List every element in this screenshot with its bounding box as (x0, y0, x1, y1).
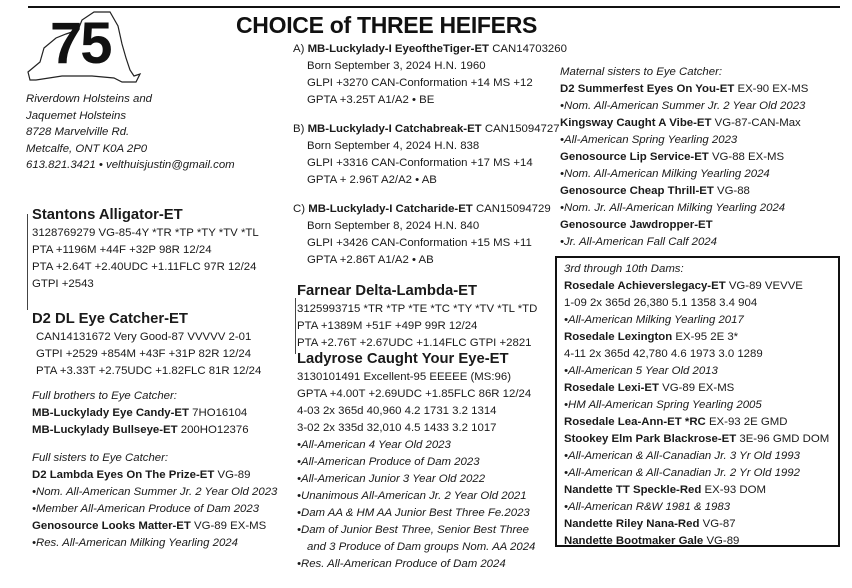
sibling-note: VG-89 EX-MS (194, 520, 267, 532)
ancestor-note: VG-89 EX-MS (662, 382, 735, 394)
choice-line: Born September 3, 2024 H.N. 1960 (307, 60, 486, 72)
sibling-note: VG-88 EX-MS (711, 151, 785, 163)
award-line: •All-American Spring Yearling 2023 (560, 134, 738, 146)
consignor-line: Metcalfe, ONT K0A 2P0 (26, 142, 148, 155)
award-line: •All-American Milking Yearling 2017 (564, 314, 744, 326)
granddam-record: 4-03 2x 365d 40,960 4.2 1731 3.2 1314 (297, 405, 497, 417)
award-line: •Res. All-American Produce of Dam 2024 (297, 558, 506, 570)
consignor-block (26, 91, 235, 174)
award-line: •Nom. All-American Milking Yearling 2024 (560, 168, 770, 180)
award-line: •Dam AA & HM AA Junior Best Three Fe.2023 (297, 507, 530, 519)
sibling-name: Genosource Jawdropper-ET (560, 219, 713, 231)
granddam-record: 3-02 2x 335d 32,010 4.5 1433 3.2 1017 (297, 422, 497, 434)
award-line: •All-American Produce of Dam 2023 (297, 456, 480, 468)
ancestor-note: VG-89 VEVVE (728, 280, 803, 292)
section-heading: Maternal sisters to Eye Catcher: (560, 66, 723, 78)
granddam-line: GPTA +4.00T +2.69UDC +1.85FLC 86R 12/24 (297, 388, 532, 400)
award-line: •Res. All-American Milking Yearling 2024 (32, 537, 238, 549)
award-line: •Nom. Jr. All-American Milking Yearling 2024 (560, 202, 786, 214)
granddam-name: Ladyrose Caught Your Eye-ET (297, 351, 509, 367)
choice-line: Born September 4, 2024 H.N. 838 (307, 140, 480, 152)
choice-line: GPTA +2.86T A1/A2 • AB (307, 254, 434, 266)
award-line: •All-American R&W 1981 & 1983 (564, 501, 731, 513)
sibling-note: 7HO16104 (192, 407, 248, 419)
award-line: •All-American & All-Canadian Jr. 3 Yr Old 1993 (564, 450, 800, 462)
consignor-line: Jaquemet Holsteins (26, 109, 127, 122)
award-line: •Nom. All-American Summer Jr. 2 Year Old 2023 (560, 100, 806, 112)
mgs-block (297, 281, 537, 352)
choice-b (293, 121, 560, 189)
pedigree-connector (27, 214, 28, 310)
consignor-line: Riverdown Holsteins and (26, 93, 152, 105)
sire-block (32, 205, 259, 293)
mgs-line: 3125993715 *TR *TP *TE *TC *TY *TV *TL *TD (297, 303, 538, 315)
ancestor-record: 4-11 2x 365d 42,780 4.6 1973 3.0 1289 (564, 348, 763, 360)
dam-block (32, 309, 261, 380)
ancestor-note: EX-95 2E 3* (675, 331, 739, 343)
ancestor-note: 3E-96 GMD DOM (739, 433, 830, 445)
choice-name: MB-Luckylady-I Catcharide-ET (308, 203, 473, 215)
full-brothers-block (32, 388, 249, 439)
ancestor-note: VG-89 (706, 535, 740, 547)
ancestor-name: Nandette Bootmaker Gale (564, 535, 704, 547)
dam-line: GTPI +2529 +854M +43F +31P 82R 12/24 (36, 348, 252, 360)
ancestor-name: Rosedale Lexington (564, 331, 673, 343)
section-heading: Full sisters to Eye Catcher: (32, 452, 169, 464)
mgs-name: Farnear Delta-Lambda-ET (297, 283, 478, 299)
sire-line: PTA +2.64T +2.40UDC +1.11FLC 97R 12/24 (32, 261, 257, 273)
choice-letter: B) (293, 123, 305, 135)
dams-list (564, 261, 829, 550)
sibling-name: D2 Summerfest Eyes On You-ET (560, 83, 735, 95)
sibling-name: Genosource Lip Service-ET (560, 151, 709, 163)
sibling-name: MB-Luckylady Bullseye-ET (32, 424, 178, 436)
dams-box (555, 256, 840, 547)
ancestor-name: Nandette TT Speckle-Red (564, 484, 702, 496)
choice-reg: CAN15094729 (475, 203, 551, 215)
ancestor-note: EX-93 DOM (704, 484, 766, 496)
sire-line: 3128769279 VG-85-4Y *TR *TP *TY *TV *TL (32, 227, 259, 239)
choice-letter: C) (293, 203, 306, 215)
choice-line: GPTA + 2.96T A2/A2 • AB (307, 174, 437, 186)
sire-line: GTPI +2543 (32, 278, 94, 290)
ancestor-record: 1-09 2x 365d 26,380 5.1 1358 3.4 904 (564, 297, 758, 309)
choice-c (293, 201, 551, 269)
choice-line: GLPI +3316 CAN-Conformation +17 MS +14 (307, 157, 533, 169)
choice-line: Born September 8, 2024 H.N. 840 (307, 220, 480, 232)
consignor-line: 8728 Marvelville Rd. (26, 126, 130, 139)
dam-line: PTA +3.33T +2.75UDC +1.82FLC 81R 12/24 (36, 365, 262, 377)
ancestor-note: VG-87 (702, 518, 736, 530)
lot-badge (22, 10, 142, 90)
sibling-name: Genosource Cheap Thrill-ET (560, 185, 714, 197)
sibling-note: EX-90 EX-MS (737, 83, 809, 95)
maternal-sisters-block (560, 64, 808, 251)
section-heading: Full brothers to Eye Catcher: (32, 390, 177, 402)
choice-line: GPTA +3.25T A1/A2 • BE (307, 94, 435, 106)
sibling-note: VG-88 (716, 185, 750, 197)
ancestor-name: Stookey Elm Park Blackrose-ET (564, 433, 737, 445)
choice-line: GLPI +3270 CAN-Conformation +14 MS +12 (307, 77, 533, 89)
sibling-name: Genosource Looks Matter-ET (32, 520, 191, 532)
sibling-name: Kingsway Caught A Vibe-ET (560, 117, 712, 129)
mgs-line: PTA +2.76T +2.67UDC +1.14FLC GTPI +2821 (297, 337, 532, 349)
award-line: •HM All-American Spring Yearling 2005 (564, 399, 762, 411)
choice-reg: CAN14703260 (492, 43, 567, 55)
mgs-line: PTA +1389M +51F +49P 99R 12/24 (297, 320, 478, 332)
award-line: •All-American 4 Year Old 2023 (297, 439, 451, 451)
lot-number: 75 (50, 11, 111, 76)
award-line: •Jr. All-American Fall Calf 2024 (560, 236, 717, 248)
dam-line: CAN14131672 Very Good-87 VVVVV 2-01 (36, 331, 252, 343)
award-line: •Member All-American Produce of Dam 2023 (32, 503, 260, 515)
sibling-note: VG-87-CAN-Max (714, 117, 801, 129)
ancestor-name: Rosedale Lea-Ann-ET *RC (564, 416, 706, 428)
consignor-contact: 613.821.3421 • velthuisjustin@gmail.com (26, 159, 235, 172)
sire-line: PTA +1196M +44F +32P 98R 12/24 (32, 244, 212, 256)
granddam-line: 3130101491 Excellent-95 EEEEE (MS:96) (297, 371, 512, 383)
ancestor-name: Rosedale Achieverslegacy-ET (564, 280, 726, 292)
choice-name: MB-Luckylady-I EyeoftheTiger-ET (307, 43, 490, 55)
choice-name: MB-Luckylady-I Catchabreak-ET (307, 123, 482, 135)
choice-a (293, 41, 567, 109)
award-line: •Dam of Junior Best Three, Senior Best Three (297, 524, 529, 536)
top-rule (28, 6, 840, 8)
granddam-block (297, 349, 535, 573)
dam-name: D2 DL Eye Catcher-ET (32, 311, 188, 327)
sibling-note: 200HO12376 (180, 424, 249, 436)
ancestor-note: EX-93 2E GMD (708, 416, 788, 428)
sibling-note: VG-89 (217, 469, 251, 481)
section-heading: 3rd through 10th Dams: (564, 263, 684, 275)
pedigree-connector (295, 298, 296, 354)
award-line: •All-American Junior 3 Year Old 2022 (297, 473, 486, 485)
full-sisters-block (32, 450, 277, 552)
sire-name: Stantons Alligator-ET (32, 207, 183, 223)
ancestor-name: Nandette Riley Nana-Red (564, 518, 700, 530)
ancestor-name: Rosedale Lexi-ET (564, 382, 659, 394)
choice-reg: CAN15094727 (484, 123, 560, 135)
award-line: •All-American 5 Year Old 2013 (564, 365, 718, 377)
award-line: •Nom. All-American Summer Jr. 2 Year Old 2023 (32, 486, 278, 498)
sibling-name: MB-Luckylady Eye Candy-ET (32, 407, 189, 419)
sibling-name: D2 Lambda Eyes On The Prize-ET (32, 469, 215, 481)
page-title: CHOICE of THREE HEIFERS (236, 12, 538, 38)
award-line: and 3 Produce of Dam groups Nom. AA 2024 (307, 541, 536, 553)
award-line: •All-American & All-Canadian Jr. 2 Yr Old 1992 (564, 467, 800, 479)
award-line: •Unanimous All-American Jr. 2 Year Old 2021 (297, 490, 527, 502)
choice-letter: A) (293, 43, 305, 55)
choice-line: GLPI +3426 CAN-Conformation +15 MS +11 (307, 237, 532, 249)
